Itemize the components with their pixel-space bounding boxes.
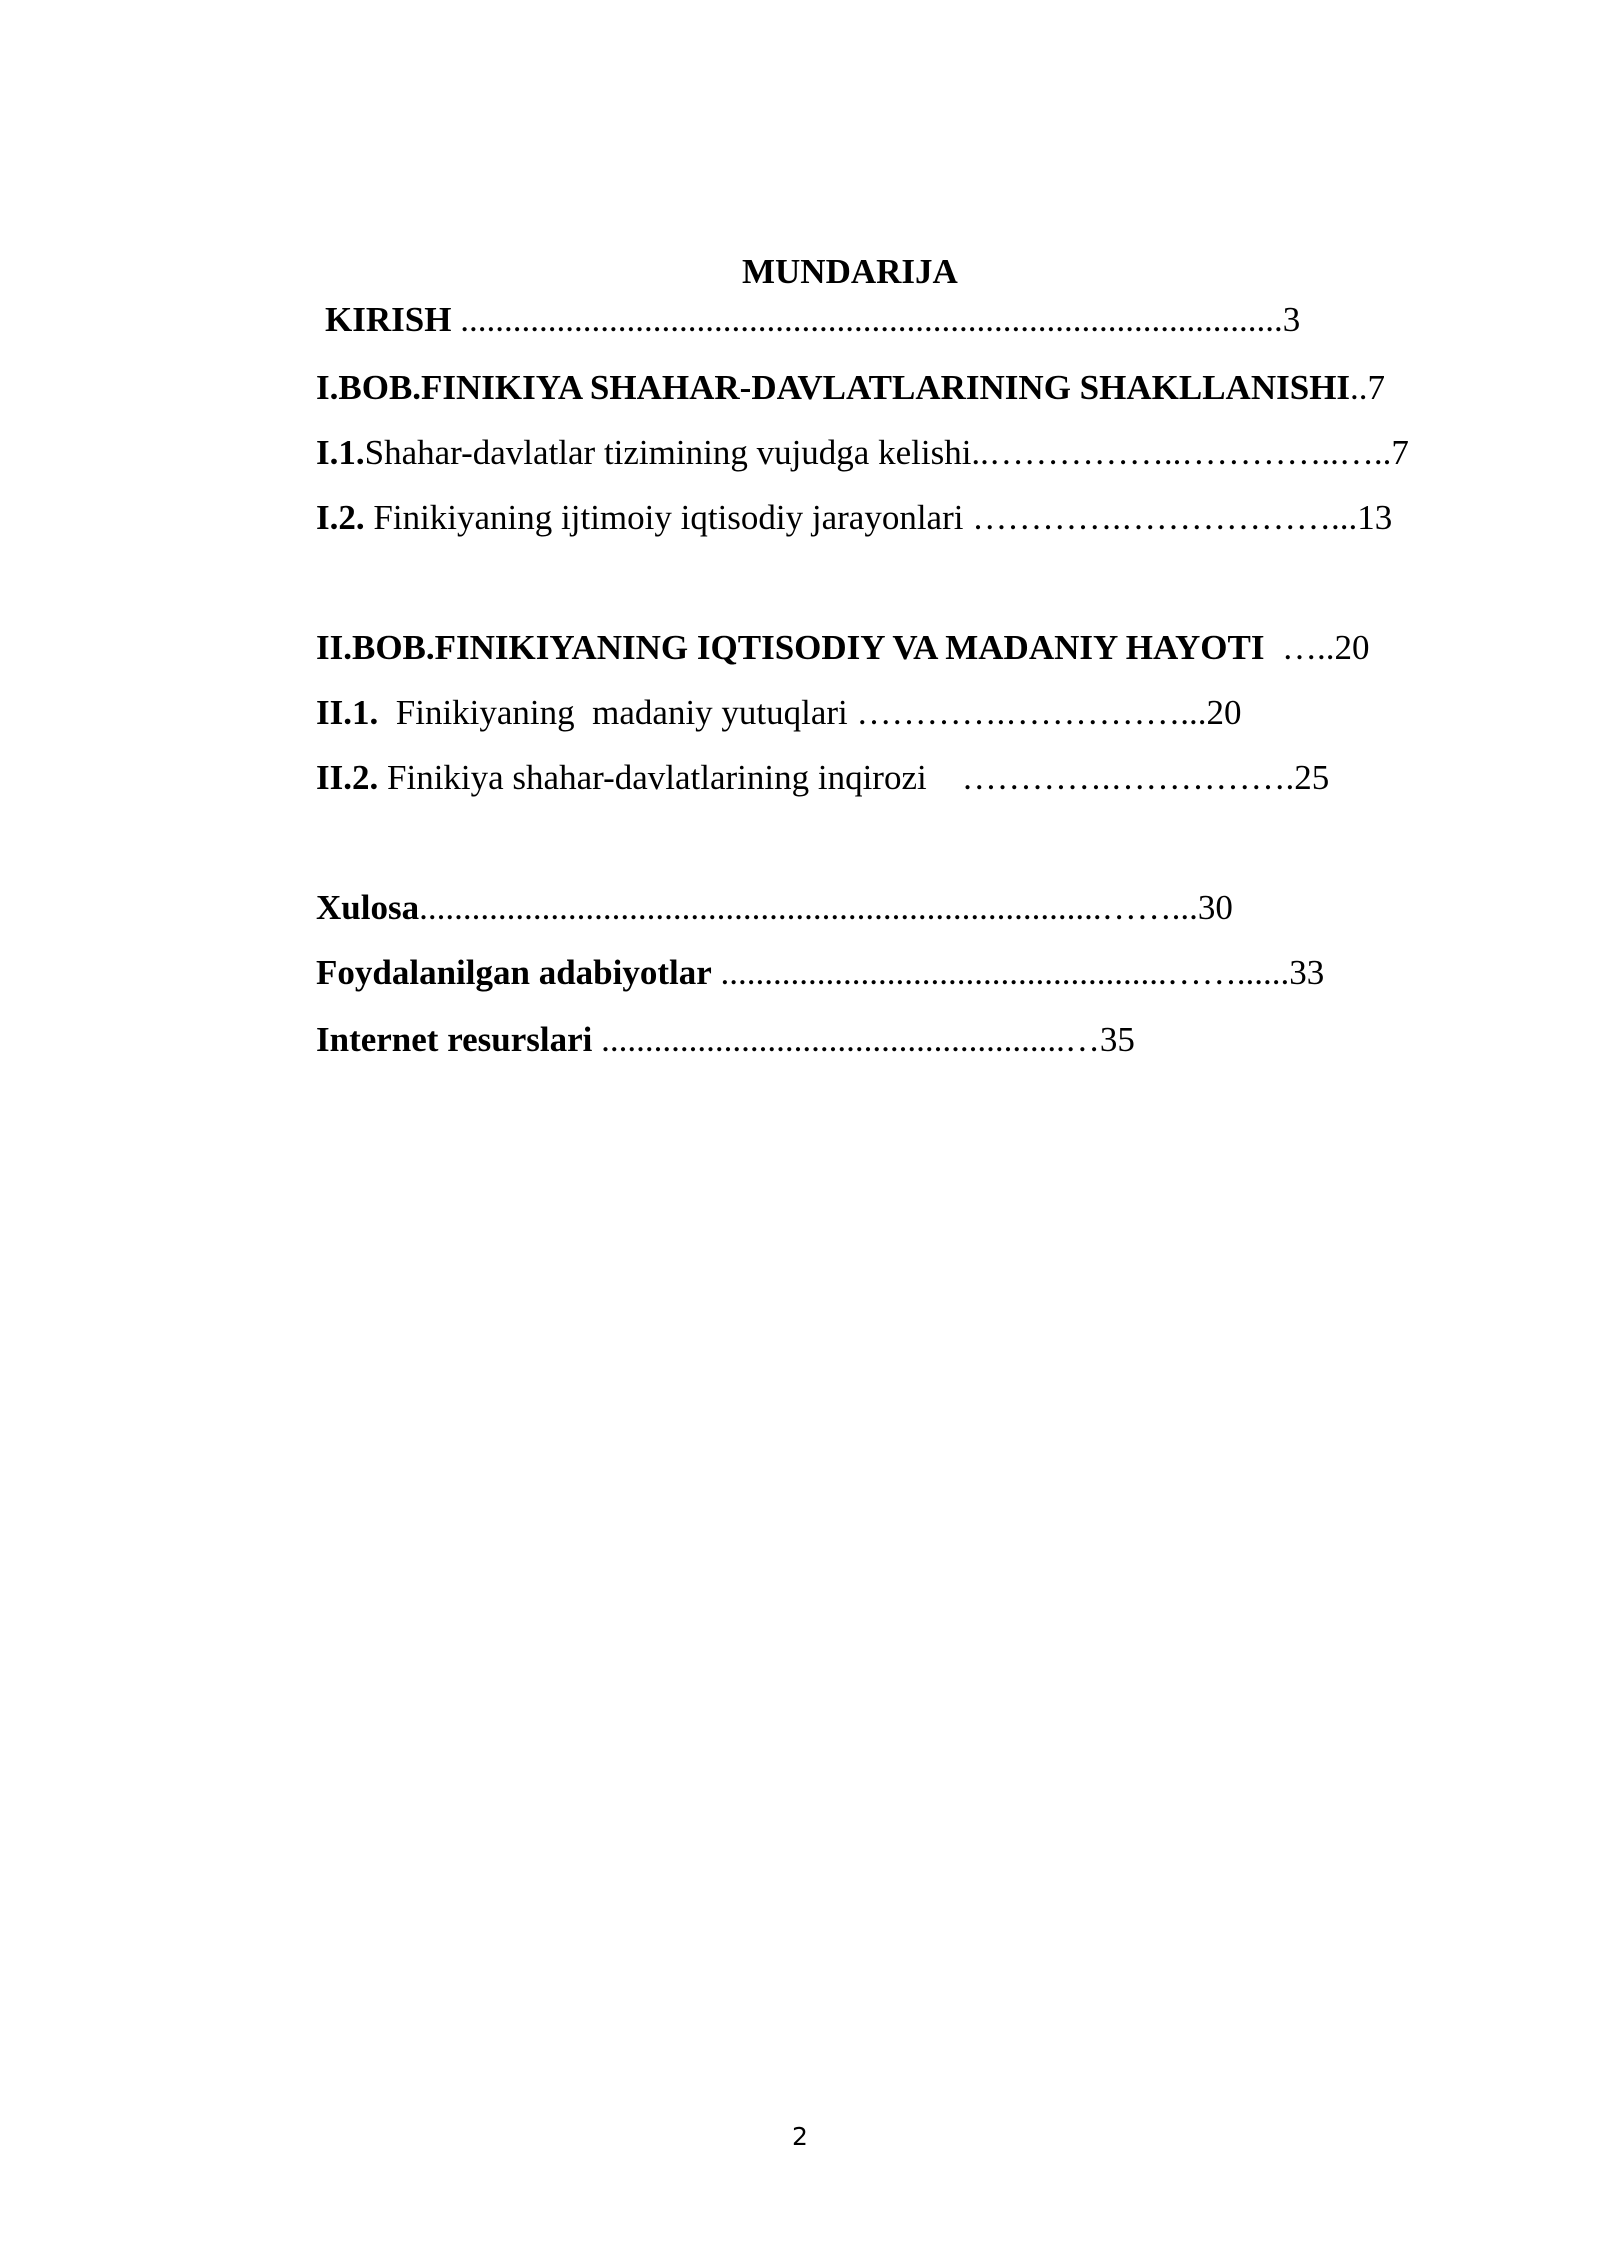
- toc-entry-text: [1264, 628, 1282, 667]
- toc-entry-leader: ………….…………….: [961, 758, 1295, 797]
- toc-entry-label: KIRISH: [325, 300, 452, 339]
- toc-entry-leader: ...................................................……......: [720, 953, 1290, 992]
- toc-title: MUNDARIJA: [742, 252, 958, 291]
- toc-entry-leader: ..............................................................................……...: [419, 888, 1198, 927]
- toc-entry-label: I.1.: [316, 433, 365, 472]
- toc-entry-text: [451, 300, 460, 339]
- toc-entry-label: II.2.: [316, 758, 379, 797]
- toc-entry-leader: ..: [1350, 368, 1368, 407]
- toc-entry-label: Internet resurslari: [316, 1020, 593, 1059]
- toc-entry-kirish: [325, 302, 1300, 337]
- toc-entry-section-2-2: [316, 760, 1329, 795]
- toc-entry-label: I.2.: [316, 498, 365, 537]
- toc-entry-leader: ………….………………...: [972, 498, 1358, 537]
- page-number: 2: [792, 2122, 808, 2151]
- toc-entry-text: Finikiyaning madaniy yutuqlari: [378, 693, 857, 732]
- toc-entry-label: II.BOB.FINIKIYANING IQTISODIY VA MADANIY HAYOTI: [316, 628, 1265, 667]
- toc-entry-label: II.1.: [316, 693, 379, 732]
- toc-entry-section-1-2: [316, 500, 1392, 535]
- toc-entry-page: 20: [1206, 693, 1242, 732]
- toc-entry-label: I.BOB.FINIKIYA SHAHAR-DAVLATLARINING SHAKLLANISHI: [316, 368, 1351, 407]
- toc-entry-text: [712, 953, 721, 992]
- toc-entry-page: 33: [1289, 953, 1325, 992]
- toc-entry-chapter-2: [316, 630, 1369, 665]
- toc-entry-xulosa: [316, 890, 1233, 925]
- toc-entry-leader: .....................................................…: [601, 1020, 1100, 1059]
- toc-entry-page: 13: [1357, 498, 1393, 537]
- toc-entry-section-2-1: [316, 695, 1242, 730]
- toc-entry-text: Finikiyaning ijtimoiy iqtisodiy jarayonlari: [364, 498, 973, 537]
- toc-entry-page: 3: [1282, 300, 1301, 339]
- toc-entry-label: Foydalanilgan adabiyotlar: [316, 953, 712, 992]
- toc-entry-page: 20: [1334, 628, 1370, 667]
- toc-entry-text: Shahar-davlatlar tizimining vujudga kelishi: [364, 433, 972, 472]
- toc-entry-text: [592, 1020, 601, 1059]
- toc-entry-internet-resurslari: [316, 1022, 1135, 1057]
- toc-entry-text: Finikiya shahar-davlatlarining inqirozi: [378, 758, 962, 797]
- toc-entry-leader: ..……………..…………..…..: [971, 433, 1392, 472]
- toc-entry-page: 25: [1294, 758, 1330, 797]
- toc-entry-adabiyotlar: [316, 955, 1324, 990]
- toc-entry-leader: ………….……………...: [856, 693, 1207, 732]
- toc-entry-page: 7: [1367, 368, 1386, 407]
- toc-entry-page: 7: [1391, 433, 1409, 472]
- toc-entry-section-1-1: [316, 435, 1409, 470]
- toc-entry-label: Xulosa: [316, 888, 420, 927]
- toc-entry-page: 35: [1099, 1020, 1135, 1059]
- toc-entry-leader: …..: [1281, 628, 1335, 667]
- toc-entry-chapter-1: [316, 370, 1385, 405]
- toc-entry-page: 30: [1197, 888, 1233, 927]
- toc-entry-leader: ..............................................................................................: [460, 300, 1283, 339]
